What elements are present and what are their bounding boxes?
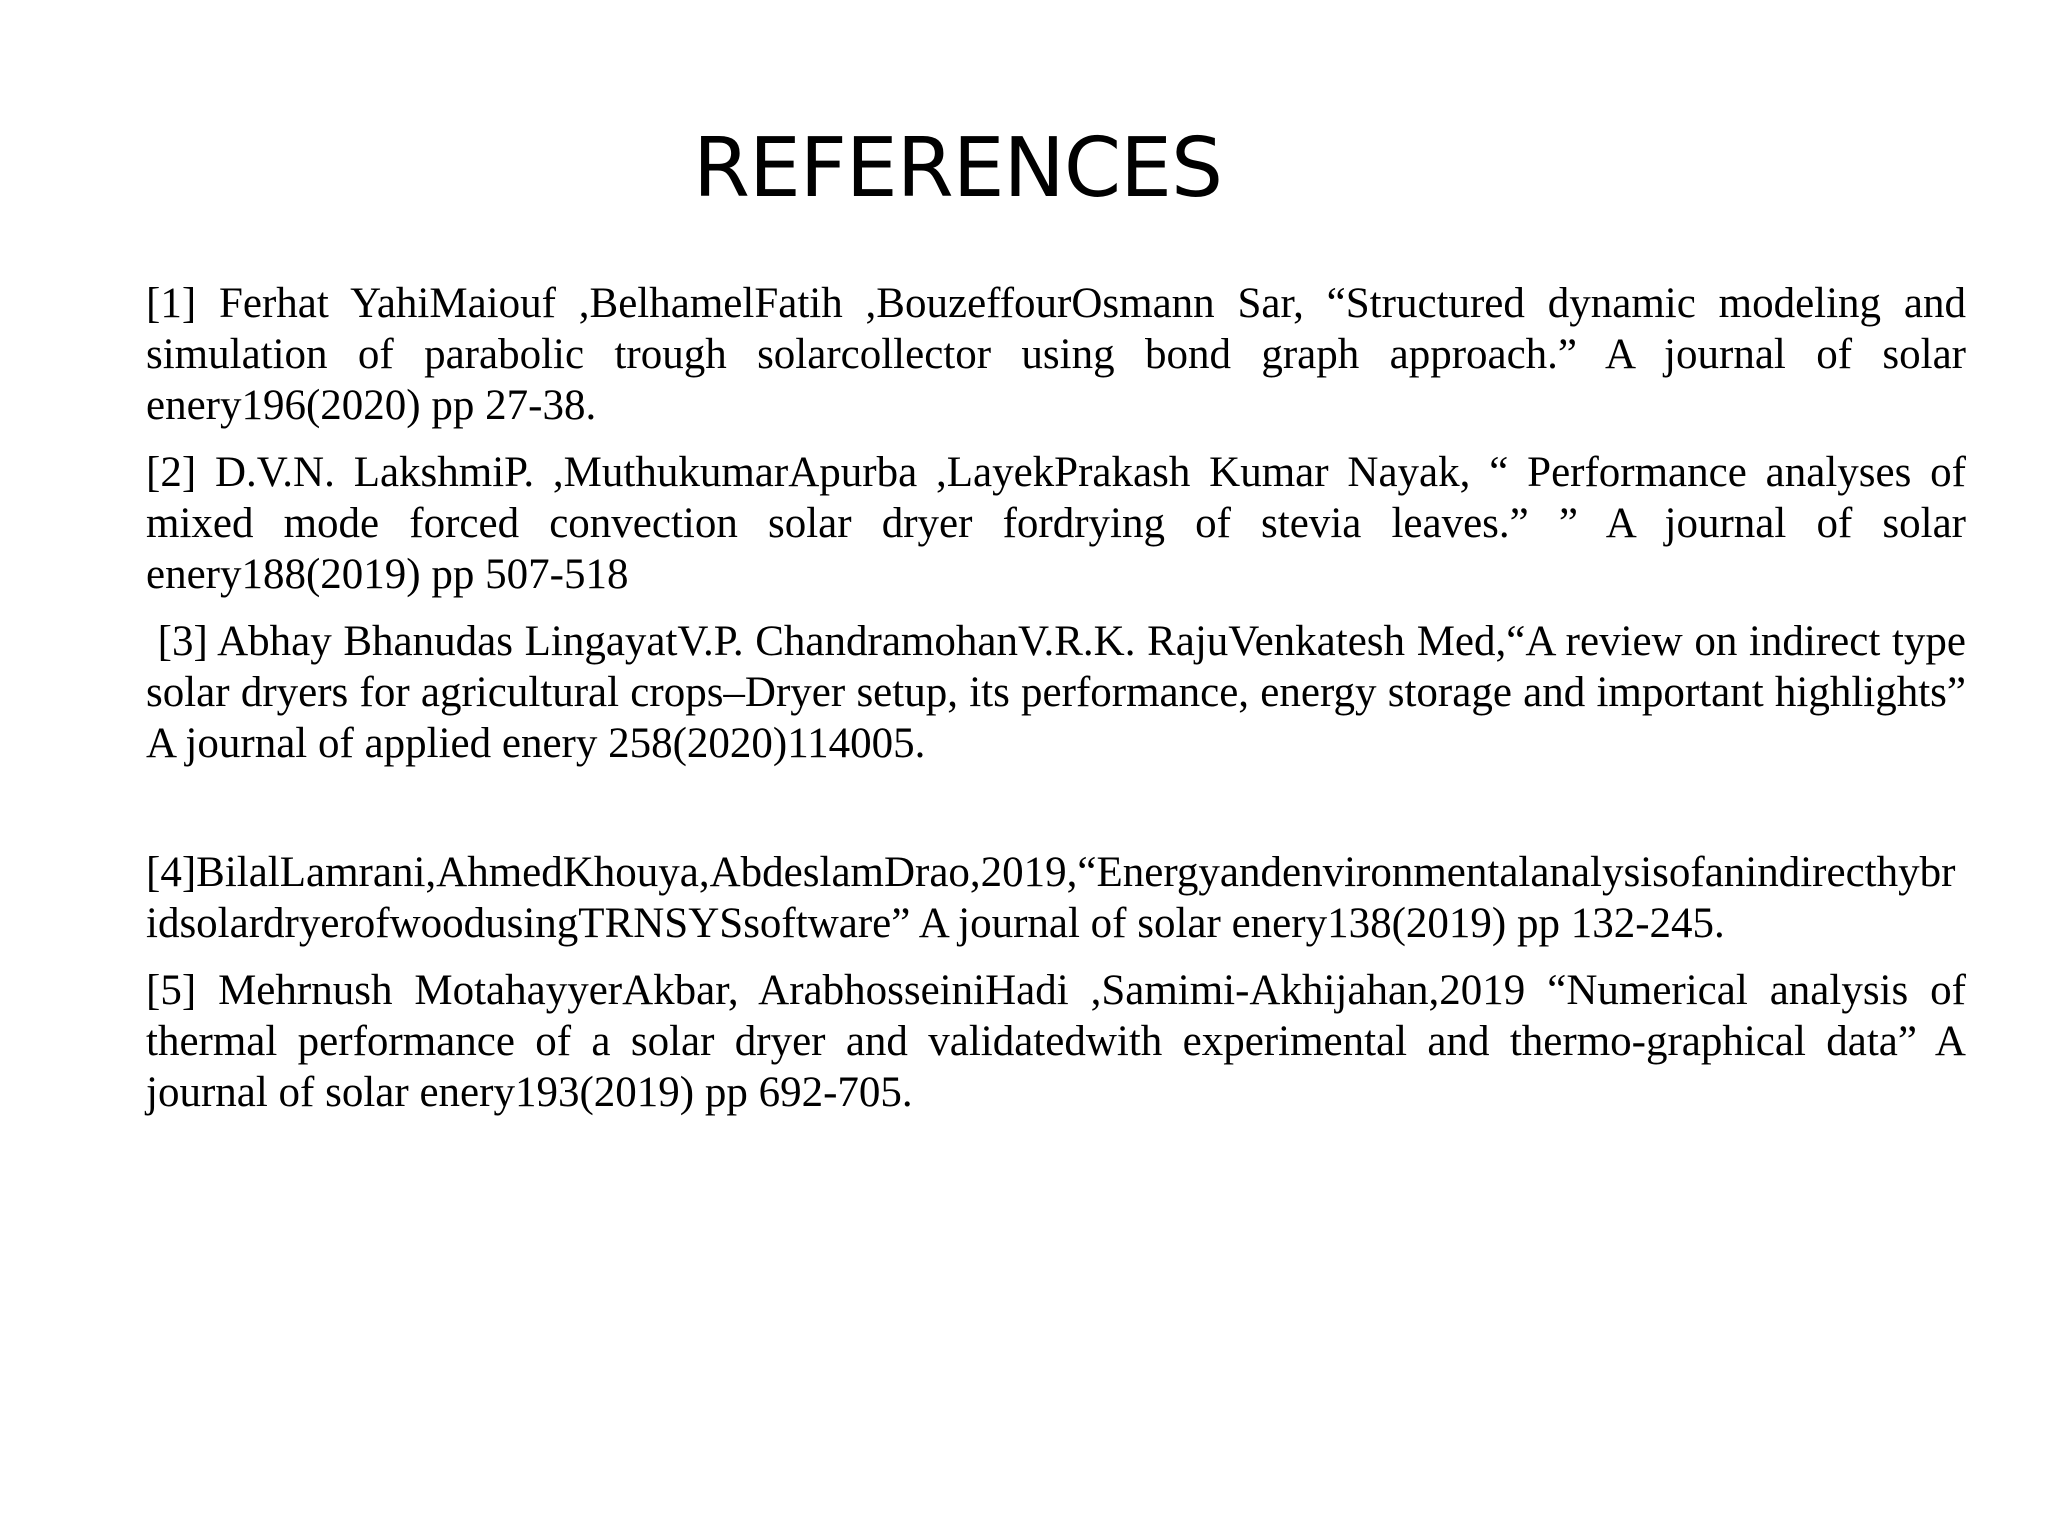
reference-item: [5] Mehrnush MotahayyerAkbar, ArabhosseiniHadi ,Samimi-Akhijahan,2019 “Numerical analysis of thermal performance of a solar dryer and validatedwith experimental and thermo-graphical data” A journal of solar enery193(2019) pp 692-705. <box>146 967 1966 1116</box>
reference-item: [1] Ferhat YahiMaiouf ,BelhamelFatih ,BouzeffourOsmann Sar, “Structured dynamic modeling and simulation of parabolic trough solarcollector using bond graph approach.” A journal of solar enery196(2020) pp 27-38. <box>146 280 1966 429</box>
reference-item: [2] D.V.N. LakshmiP. ,MuthukumarApurba ,LayekPrakash Kumar Nayak, “ Performance analyses of mixed mode forced convection solar dryer fordrying of stevia leaves.” ” A journal of solar enery188(2019) pp 507-518 <box>146 449 1966 598</box>
references-list <box>146 278 1966 1118</box>
reference-item: [3] Abhay Bhanudas LingayatV.P. ChandramohanV.R.K. RajuVenkatesh Med,“A review on indirect type solar dryers for agricultural crops–Dryer setup, its performance, energy storage and important highlights” A journal of applied enery 258(2020)114005. <box>146 618 1966 767</box>
slide-title: REFERENCES <box>692 121 1222 216</box>
reference-item: [4]BilalLamrani,AhmedKhouya,AbdeslamDrao,2019,“Energyandenvironmentalanalysisofanindirecthybridsolardryerofwoodusing​TRNSYSsoftware” A journal of solar enery138(2019) pp 132-245. <box>146 849 1956 947</box>
